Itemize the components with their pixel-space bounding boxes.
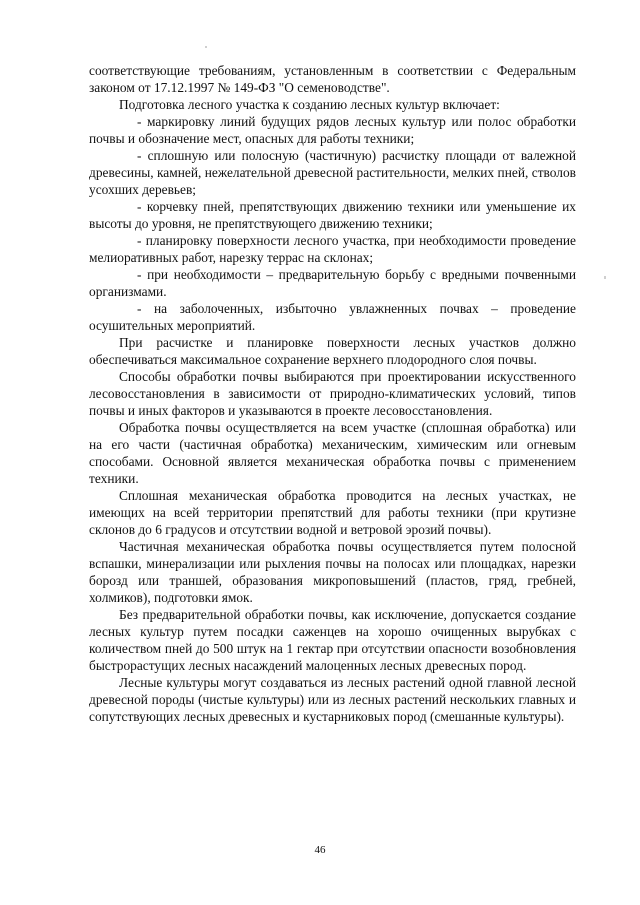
paragraph: соответствующие требованиям, установленным в соответствии с Федеральным законом от 17.12.1997 № 149-ФЗ "О семеноводстве". (89, 63, 576, 95)
list-item: - сплошную или полосную (частичную) расчистку площади от валежной древесины, камней, нежелательной древесной растительности, мелких пней, стволов усохших деревьев; (89, 148, 576, 197)
list-item: - при необходимости – предварительную борьбу с вредными почвенными организмами. (89, 267, 576, 299)
scan-mark (604, 276, 606, 279)
paragraph: Подготовка лесного участка к созданию лесных культур включает: (119, 97, 500, 112)
paragraph: Без предварительной обработки почвы, как исключение, допускается создание лесных культур путем посадки саженцев на хорошо очищенных вырубках с количеством пней до 500 штук на 1 гектар при отсутствии опасности возобновления быстрорастущих лесных насаждений малоценных лесных древесных пород. (89, 607, 576, 673)
paragraph: Частичная механическая обработка почвы осуществляется путем полосной вспашки, минерализации или рыхления почвы на полосах или площадках, нарезки борозд или траншей, образования микроповышений (пластов, гряд, гребней, холмиков), подготовки ямок. (89, 539, 576, 605)
paragraph: Способы обработки почвы выбираются при проектировании искусственного лесовосстановления в зависимости от природно-климатических условий, типов почвы и иных факторов и указываются в проекте лесовосстановления. (89, 369, 576, 418)
list-item: - на заболоченных, избыточно увлажненных почвах – проведение осушительных мероприятий. (89, 301, 576, 333)
paragraph: Обработка почвы осуществляется на всем участке (сплошная обработка) или на его части (частичная обработка) механическим, химическим или огневым способами. Основной является механическая обработка почвы с применением техники. (89, 420, 576, 486)
paragraph: Лесные культуры могут создаваться из лесных растений одной главной лесной древесной породы (чистые культуры) или из лесных растений нескольких главных и сопутствующих лесных древесных и кустарниковых пород (смешанные культуры). (89, 675, 576, 724)
document-body (89, 62, 576, 725)
list-item: - планировку поверхности лесного участка, при необходимости проведение мелиоративных работ, нарезку террас на склонах; (89, 233, 576, 265)
scan-mark (205, 46, 207, 48)
page-number: 46 (314, 844, 326, 856)
list-item: - корчевку пней, препятствующих движению техники или уменьшение их высоты до уровня, не препятствующего движению техники; (89, 199, 576, 231)
paragraph: Сплошная механическая обработка проводится на лесных участках, не имеющих на всей территории препятствий для работы техники (при крутизне склонов до 6 градусов и отсутствии водной и ветровой эрозий почвы). (89, 488, 576, 537)
list-item: - маркировку линий будущих рядов лесных культур или полос обработки почвы и обозначение мест, опасных для работы техники; (89, 114, 576, 146)
paragraph: При расчистке и планировке поверхности лесных участков должно обеспечиваться максимальное сохранение верхнего плодородного слоя почвы. (89, 335, 576, 367)
